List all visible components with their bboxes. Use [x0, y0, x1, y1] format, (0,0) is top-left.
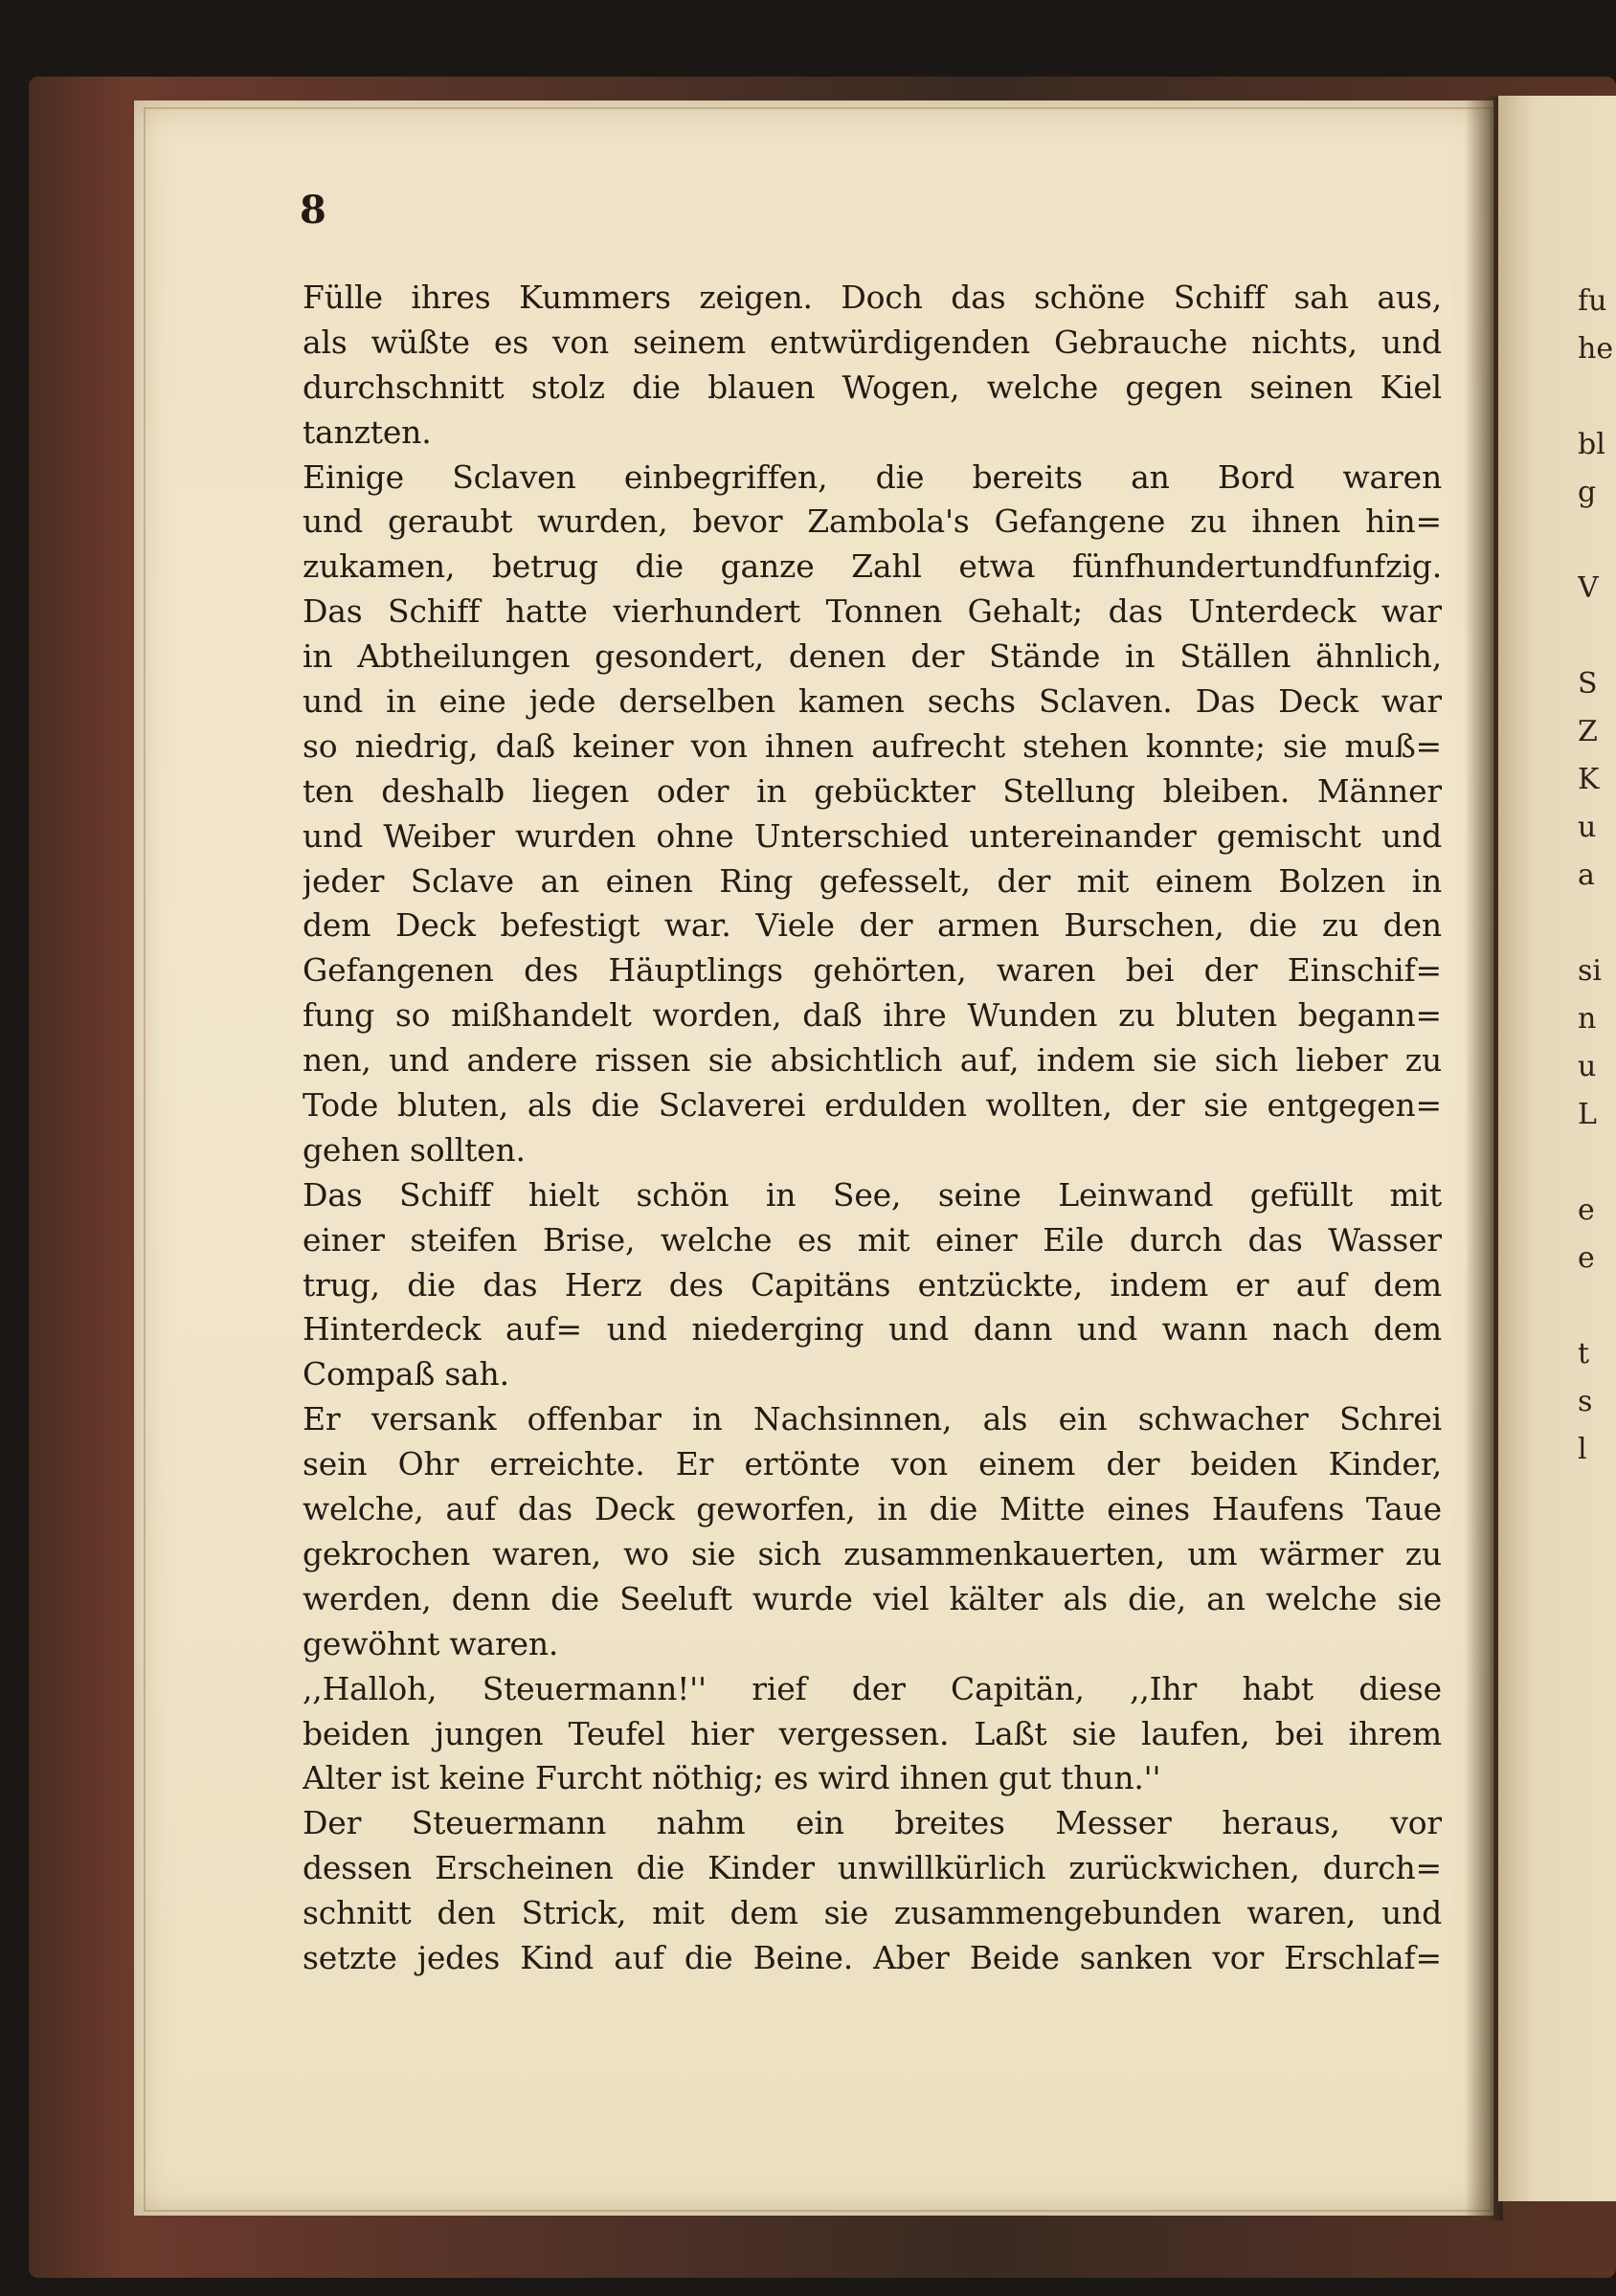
- facing-fragment: V: [1578, 571, 1599, 605]
- text-line: und Weiber wurden ohne Unterschied untereinander gemischt und: [303, 816, 1442, 855]
- text-line: trug, die das Herz des Capitäns entzückte, indem er auf dem: [303, 1265, 1442, 1304]
- text-line: durchschnitt stolz die blauen Wogen, welche gegen seinen Kiel: [303, 368, 1442, 406]
- facing-fragment: bl: [1578, 428, 1605, 461]
- facing-fragment: [1578, 517, 1616, 565]
- text-line: Compaß sah.: [303, 1355, 509, 1393]
- text-line: als wüßte es von seinem entwürdigenden Gebrauche nichts, und: [303, 323, 1442, 361]
- facing-fragment: [1578, 900, 1616, 947]
- facing-fragment: a: [1578, 858, 1595, 892]
- facing-fragment: g: [1578, 476, 1597, 509]
- text-line: Das Schiff hielt schön in See, seine Leinwand gefüllt mit: [303, 1175, 1442, 1214]
- facing-fragment: l: [1578, 1433, 1587, 1466]
- facing-fragment: [1578, 1282, 1616, 1330]
- facing-fragment: e: [1578, 1193, 1595, 1227]
- text-line: Fülle ihres Kummers zeigen. Doch das schöne Schiff sah aus,: [303, 279, 1442, 316]
- page-number: 8: [300, 188, 326, 233]
- text-line: fung so mißhandelt worden, daß ihre Wunden zu bluten begann=: [303, 996, 1442, 1035]
- text-line: schnitt den Strick, mit dem sie zusammengebunden waren, und: [303, 1894, 1442, 1932]
- text-line: einer steifen Brise, welche es mit einer Eile durch das Wasser: [303, 1220, 1442, 1259]
- text-line: Hinterdeck auf= und niederging und dann und wann nach dem: [303, 1310, 1442, 1349]
- text-line: in Abtheilungen gesondert, denen der Stände in Ställen ähnlich,: [303, 637, 1442, 676]
- facing-page-text: [1578, 278, 1616, 1474]
- facing-fragment: K: [1578, 763, 1600, 796]
- text-line: Alter ist keine Furcht nöthig; es wird ihnen gut thun.'': [303, 1759, 1161, 1797]
- body-text: [303, 276, 1442, 1981]
- book-gutter: [1465, 96, 1503, 2220]
- text-line: Gefangenen des Häuptlings gehörten, waren bei der Einschif=: [303, 951, 1442, 990]
- text-line: setzte jedes Kind auf die Beine. Aber Beide sanken vor Erschlaf=: [303, 1938, 1442, 1976]
- facing-fragment: u: [1578, 811, 1597, 844]
- text-line: werden, denn die Seeluft wurde viel kälter als die, an welche sie: [303, 1579, 1442, 1617]
- text-line: Er versank offenbar in Nachsinnen, als ein schwacher Schrei: [303, 1400, 1442, 1438]
- facing-fragment: s: [1578, 1385, 1593, 1418]
- text-line: dessen Erscheinen die Kinder unwillkürlich zurückwichen, durch=: [303, 1849, 1442, 1887]
- text-line: und in eine jede derselben kamen sechs Sclaven. Das Deck war: [303, 682, 1442, 721]
- text-line: Das Schiff hatte vierhundert Tonnen Gehalt; das Unterdeck war: [303, 592, 1442, 631]
- text-line: beiden jungen Teufel hier vergessen. Laßt sie laufen, bei ihrem: [303, 1714, 1442, 1752]
- facing-fragment: [1578, 613, 1616, 660]
- facing-fragment: t: [1578, 1337, 1590, 1371]
- facing-fragment: L: [1578, 1098, 1597, 1131]
- text-line: Der Steuermann nahm ein breites Messer heraus, vor: [303, 1804, 1442, 1842]
- text-line: jeder Sclave an einen Ring gefesselt, der mit einem Bolzen in: [303, 861, 1442, 900]
- facing-fragment: si: [1578, 954, 1602, 988]
- facing-fragment: [1578, 1139, 1616, 1187]
- facing-fragment: he: [1578, 332, 1614, 366]
- text-line: gehen sollten.: [303, 1130, 526, 1169]
- text-line: welche, auf das Deck geworfen, in die Mitte eines Haufens Taue: [303, 1490, 1442, 1528]
- facing-fragment: e: [1578, 1241, 1595, 1275]
- text-line: ten deshalb liegen oder in gebückter Stellung bleiben. Männer: [303, 771, 1442, 810]
- text-line: nen, und andere rissen sie absichtlich auf, indem sie sich lieber zu: [303, 1041, 1442, 1080]
- text-line: so niedrig, daß keiner von ihnen aufrecht stehen konnte; sie muß=: [303, 726, 1442, 765]
- facing-fragment: fu: [1578, 284, 1607, 318]
- facing-fragment: n: [1578, 1002, 1597, 1036]
- facing-fragment: u: [1578, 1050, 1597, 1083]
- text-line: gewöhnt waren.: [303, 1624, 559, 1662]
- facing-fragment: S: [1578, 667, 1598, 701]
- text-line: gekrochen waren, wo sie sich zusammenkauerten, um wärmer zu: [303, 1534, 1442, 1572]
- text-line: tanzten.: [303, 412, 432, 451]
- text-line: dem Deck befestigt war. Viele der armen Burschen, die zu den: [303, 906, 1442, 945]
- text-line: und geraubt wurden, bevor Zambola's Gefangene zu ihnen hin=: [303, 502, 1442, 541]
- text-line: zukamen, betrug die ganze Zahl etwa fünfhundertundfunfzig.: [303, 547, 1442, 586]
- facing-fragment: Z: [1578, 715, 1598, 748]
- text-line: ,,Halloh, Steuermann!'' rief der Capitän, ,,Ihr habt diese: [303, 1669, 1442, 1707]
- text-line: Tode bluten, als die Sclaverei erdulden wollten, der sie entgegen=: [303, 1086, 1442, 1125]
- facing-fragment: [1578, 373, 1616, 421]
- text-line: Einige Sclaven einbegriffen, die bereits an Bord waren: [303, 457, 1442, 496]
- text-line: sein Ohr erreichte. Er ertönte von einem der beiden Kinder,: [303, 1445, 1442, 1483]
